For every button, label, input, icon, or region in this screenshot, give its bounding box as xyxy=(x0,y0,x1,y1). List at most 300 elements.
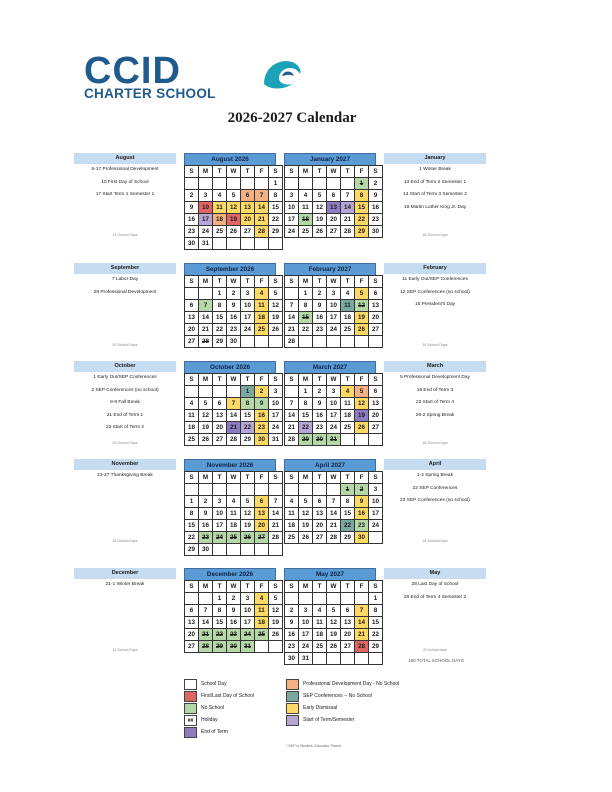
day-cell: 6 xyxy=(255,496,269,508)
week-row xyxy=(185,288,283,300)
day-cell: 25 xyxy=(213,226,227,238)
week-row xyxy=(185,422,283,434)
school-days-count: 20 School Days xyxy=(112,343,138,347)
day-cell: 4 xyxy=(341,386,355,398)
day-cell: 2 xyxy=(355,484,369,496)
day-cell: 18 xyxy=(341,312,355,324)
day-cell: 24 xyxy=(213,532,227,544)
day-cell xyxy=(269,484,283,496)
legend-swatch xyxy=(184,703,197,714)
day-cell: 27 xyxy=(185,336,199,348)
day-cell: 19 xyxy=(355,410,369,422)
weekday-header: F xyxy=(255,472,269,484)
day-cell: 13 xyxy=(341,617,355,629)
weekday-header: S xyxy=(285,166,299,178)
day-cell: 19 xyxy=(269,617,283,629)
day-cell: 18 xyxy=(255,617,269,629)
day-cell: 13 xyxy=(241,202,255,214)
day-cell: 31 xyxy=(199,238,213,250)
day-cell xyxy=(213,484,227,496)
month-calendar-header: December 2026 xyxy=(184,568,276,580)
week-row xyxy=(285,422,383,434)
day-cell: 13 xyxy=(369,300,383,312)
week-row xyxy=(185,410,283,422)
day-cell: 18 xyxy=(285,520,299,532)
day-cell: 16 xyxy=(369,202,383,214)
right-events-panel xyxy=(384,568,486,652)
day-cell: 14 xyxy=(355,617,369,629)
month-calendar-header: November 2026 xyxy=(184,459,276,471)
event-item: 6-17 Professional Development xyxy=(91,167,159,172)
day-cell: 27 xyxy=(185,641,199,653)
weekday-header: W xyxy=(227,166,241,178)
day-cell: 21 xyxy=(285,422,299,434)
week-row xyxy=(185,202,283,214)
day-cell: 19 xyxy=(313,214,327,226)
weekday-header: F xyxy=(355,374,369,386)
day-cell: 12 xyxy=(241,508,255,520)
week-row xyxy=(285,629,383,641)
left-events-panel xyxy=(74,361,176,445)
week-row xyxy=(185,226,283,238)
day-cell: 23 xyxy=(313,324,327,336)
day-cell: 13 xyxy=(185,312,199,324)
week-row xyxy=(285,190,383,202)
day-cell: 27 xyxy=(241,226,255,238)
event-item: 23-27 Thanksgiving Break xyxy=(97,473,153,478)
legend-swatch xyxy=(184,727,197,738)
school-days-count: 14 School Days xyxy=(112,648,138,652)
weekday-header: T xyxy=(341,166,355,178)
day-cell: 28 xyxy=(199,336,213,348)
day-cell: 22 xyxy=(213,324,227,336)
weekday-header: M xyxy=(299,276,313,288)
legend-swatch xyxy=(286,679,299,690)
week-row xyxy=(185,178,283,190)
day-cell: 12 xyxy=(355,300,369,312)
weekday-header: T xyxy=(213,276,227,288)
day-cell xyxy=(327,484,341,496)
day-cell xyxy=(313,336,327,348)
week-row xyxy=(185,605,283,617)
school-days-count: 18 School Days xyxy=(422,233,448,237)
day-cell: 15 xyxy=(269,202,283,214)
event-item: 2 SEP Conferences (no school) xyxy=(91,387,159,393)
day-cell: 24 xyxy=(241,629,255,641)
legend-swatch xyxy=(184,691,197,702)
day-cell: 3 xyxy=(285,190,299,202)
day-cell xyxy=(327,336,341,348)
day-cell: 24 xyxy=(299,641,313,653)
day-cell: 2 xyxy=(369,178,383,190)
day-cell: 17 xyxy=(369,508,383,520)
weekday-header: T xyxy=(241,276,255,288)
legend-swatch xyxy=(286,691,299,702)
day-cell xyxy=(355,336,369,348)
day-cell: 10 xyxy=(241,605,255,617)
weekday-header: M xyxy=(299,374,313,386)
week-row xyxy=(285,178,383,190)
day-cell xyxy=(269,336,283,348)
day-cell xyxy=(285,593,299,605)
day-cell: 3 xyxy=(327,288,341,300)
event-item: 19 End of Term 3 xyxy=(416,387,454,393)
day-cell: 6 xyxy=(327,190,341,202)
weekday-header: T xyxy=(341,276,355,288)
events-month-header: September xyxy=(74,263,176,274)
school-days-count: 18 School Days xyxy=(422,539,448,543)
day-cell: 29 xyxy=(269,226,283,238)
weekday-header: T xyxy=(313,581,327,593)
weekday-header: S xyxy=(185,472,199,484)
event-item: 22 SEP Conferences xyxy=(412,485,458,491)
week-row xyxy=(285,617,383,629)
day-cell: 29 xyxy=(185,544,199,556)
day-cell: 28 xyxy=(227,434,241,446)
weekday-header: T xyxy=(313,374,327,386)
month-calendar xyxy=(184,568,279,653)
day-cell: 19 xyxy=(199,422,213,434)
legend-label: Holiday xyxy=(201,717,218,723)
event-item: 1 Early Out/SEP Conferences xyxy=(93,375,157,380)
week-row xyxy=(185,520,283,532)
day-cell xyxy=(369,532,383,544)
day-cell: 30 xyxy=(227,641,241,653)
day-cell: 30 xyxy=(355,532,369,544)
day-cell: 1 xyxy=(213,593,227,605)
day-cell xyxy=(185,288,199,300)
day-cell: 11 xyxy=(255,300,269,312)
day-cell: 29 xyxy=(213,641,227,653)
week-row xyxy=(185,532,283,544)
day-cell: 31 xyxy=(269,434,283,446)
day-cell: 18 xyxy=(341,410,355,422)
week-row xyxy=(185,641,283,653)
day-cell: 1 xyxy=(185,496,199,508)
day-cell: 8 xyxy=(341,496,355,508)
day-cell: 6 xyxy=(241,190,255,202)
day-cell: 5 xyxy=(313,190,327,202)
day-cell: 28 xyxy=(285,336,299,348)
day-cell: 23 xyxy=(227,629,241,641)
day-cell: 26 xyxy=(269,324,283,336)
legend-label: End of Term xyxy=(201,729,228,735)
day-cell: 2 xyxy=(227,288,241,300)
weekday-header: S xyxy=(185,374,199,386)
day-cell: 24 xyxy=(241,324,255,336)
day-cell: 26 xyxy=(269,629,283,641)
day-cell: 15 xyxy=(213,617,227,629)
day-cell: 9 xyxy=(355,496,369,508)
day-cell: 26 xyxy=(199,434,213,446)
day-cell: 24 xyxy=(199,226,213,238)
day-cell: 1 xyxy=(299,386,313,398)
right-events-panel xyxy=(384,153,486,237)
week-row xyxy=(185,190,283,202)
day-cell: 25 xyxy=(299,226,313,238)
school-logo xyxy=(84,50,234,100)
day-cell: 3 xyxy=(213,496,227,508)
day-cell: 29 xyxy=(341,532,355,544)
month-calendar xyxy=(284,361,379,446)
day-cell: 13 xyxy=(313,508,327,520)
event-item: 29-2 Spring Break xyxy=(415,412,455,418)
day-cell: 3 xyxy=(327,386,341,398)
month-calendar-header: October 2026 xyxy=(184,361,276,373)
day-cell: 11 xyxy=(341,398,355,410)
day-cell: 14 xyxy=(199,312,213,324)
week-row xyxy=(185,312,283,324)
day-cell: 31 xyxy=(299,653,313,665)
events-month-header: August xyxy=(74,153,176,164)
day-cell xyxy=(355,653,369,665)
day-cell: 4 xyxy=(227,496,241,508)
weekday-header: F xyxy=(255,276,269,288)
event-item: 22 Start of Term 2 xyxy=(105,425,145,430)
legend-swatch xyxy=(286,715,299,726)
day-cell: 1 xyxy=(269,178,283,190)
month-calendar xyxy=(184,153,279,250)
day-cell: 25 xyxy=(313,641,327,653)
day-cell: 2 xyxy=(227,593,241,605)
day-cell: 19 xyxy=(269,312,283,324)
day-cell: 26 xyxy=(355,324,369,336)
weekday-header: W xyxy=(327,276,341,288)
day-cell: 14 xyxy=(341,202,355,214)
day-cell: 18 xyxy=(185,422,199,434)
event-item: 21 End of Term 1 xyxy=(106,412,144,418)
day-cell: 30 xyxy=(369,226,383,238)
day-cell: 5 xyxy=(269,593,283,605)
weekday-header: W xyxy=(227,472,241,484)
day-cell: 10 xyxy=(269,398,283,410)
day-cell: 13 xyxy=(369,398,383,410)
week-row xyxy=(285,398,383,410)
day-cell xyxy=(369,336,383,348)
day-cell: 7 xyxy=(327,496,341,508)
day-cell: 25 xyxy=(285,532,299,544)
day-cell: 10 xyxy=(299,617,313,629)
weekday-header: S xyxy=(285,581,299,593)
legend-swatch xyxy=(184,679,197,690)
weekday-header: F xyxy=(255,166,269,178)
day-cell xyxy=(227,484,241,496)
day-cell xyxy=(255,336,269,348)
day-cell: 27 xyxy=(255,532,269,544)
event-item: 18 Martin Luther King Jr. Day xyxy=(403,204,467,210)
day-cell: 11 xyxy=(185,410,199,422)
school-days-count: 16 School Days xyxy=(112,539,138,543)
day-cell: 22 xyxy=(355,214,369,226)
events-month-header: March xyxy=(384,361,486,372)
day-cell xyxy=(327,593,341,605)
day-cell: 28 xyxy=(199,641,213,653)
week-row xyxy=(185,617,283,629)
week-row xyxy=(185,496,283,508)
day-cell xyxy=(213,386,227,398)
week-row xyxy=(285,434,383,446)
day-cell xyxy=(185,593,199,605)
left-events-panel xyxy=(74,153,176,237)
day-cell: 14 xyxy=(285,312,299,324)
day-cell: 17 xyxy=(269,410,283,422)
events-month-header: May xyxy=(384,568,486,579)
day-cell: 8 xyxy=(355,190,369,202)
day-cell: 20 xyxy=(327,214,341,226)
left-events-panel xyxy=(74,568,176,652)
day-cell xyxy=(255,484,269,496)
day-cell: 10 xyxy=(285,202,299,214)
day-cell: 12 xyxy=(269,300,283,312)
day-cell: 5 xyxy=(199,398,213,410)
weekday-header: T xyxy=(313,472,327,484)
weekday-header: F xyxy=(255,581,269,593)
day-cell: 10 xyxy=(327,300,341,312)
day-cell: 16 xyxy=(255,410,269,422)
day-cell: 20 xyxy=(341,629,355,641)
day-cell xyxy=(299,484,313,496)
day-cell: 25 xyxy=(227,532,241,544)
weekday-header: T xyxy=(341,581,355,593)
day-cell: 31 xyxy=(327,434,341,446)
day-cell: 3 xyxy=(369,484,383,496)
day-cell: 26 xyxy=(313,226,327,238)
day-cell xyxy=(255,544,269,556)
day-cell xyxy=(313,178,327,190)
weekday-header: S xyxy=(369,374,383,386)
day-cell: 5 xyxy=(355,386,369,398)
day-cell: 2 xyxy=(185,190,199,202)
week-row xyxy=(285,300,383,312)
day-cell xyxy=(255,238,269,250)
legend-label: Start of Term/Semester xyxy=(303,717,355,723)
day-cell: 16 xyxy=(355,508,369,520)
day-cell xyxy=(185,484,199,496)
event-item: 17 Start Term 1 Semester 1 xyxy=(95,192,155,197)
day-cell: 8 xyxy=(369,605,383,617)
day-cell: 14 xyxy=(255,202,269,214)
day-cell: 23 xyxy=(369,214,383,226)
event-item: 21-1 Winter Break xyxy=(105,582,145,587)
week-row xyxy=(285,520,383,532)
day-cell xyxy=(369,434,383,446)
weekday-header: F xyxy=(355,166,369,178)
day-cell xyxy=(341,178,355,190)
month-calendar-header: February 2027 xyxy=(284,263,376,275)
weekday-header: S xyxy=(369,276,383,288)
weekday-header: M xyxy=(199,374,213,386)
day-cell xyxy=(199,288,213,300)
day-cell: 7 xyxy=(285,300,299,312)
weekday-header: S xyxy=(285,374,299,386)
day-cell: 21 xyxy=(227,422,241,434)
day-cell xyxy=(369,653,383,665)
day-cell: 6 xyxy=(185,605,199,617)
day-cell: 23 xyxy=(285,641,299,653)
day-cell: 5 xyxy=(327,605,341,617)
day-cell: 27 xyxy=(369,324,383,336)
day-cell: 2 xyxy=(285,605,299,617)
day-cell: 9 xyxy=(199,508,213,520)
day-cell: 23 xyxy=(227,324,241,336)
day-cell: 4 xyxy=(313,605,327,617)
day-cell: 29 xyxy=(299,434,313,446)
day-cell: 31 xyxy=(241,641,255,653)
day-cell: 24 xyxy=(285,226,299,238)
weekday-header: W xyxy=(327,374,341,386)
event-item: 12 SEP Conferences (no school) xyxy=(400,289,470,295)
day-cell: 13 xyxy=(255,508,269,520)
school-days-count: 18 School Days xyxy=(422,441,448,445)
day-cell: 10 xyxy=(199,202,213,214)
total-school-days: 180 TOTAL SCHOOL DAYS xyxy=(408,658,464,663)
week-row xyxy=(185,386,283,398)
right-events-panel xyxy=(384,361,486,445)
weekday-header: S xyxy=(269,166,283,178)
day-cell: 27 xyxy=(341,641,355,653)
week-row xyxy=(285,226,383,238)
week-row xyxy=(285,496,383,508)
events-month-header: October xyxy=(74,361,176,372)
day-cell xyxy=(227,386,241,398)
day-cell: 21 xyxy=(255,214,269,226)
day-cell: 14 xyxy=(269,508,283,520)
day-cell: 7 xyxy=(199,300,213,312)
week-row xyxy=(185,629,283,641)
day-cell: 30 xyxy=(285,653,299,665)
school-days-count: 20 school days xyxy=(423,648,447,652)
day-cell xyxy=(241,544,255,556)
event-item: 5 Professional Development Day xyxy=(400,375,470,380)
day-cell: 15 xyxy=(299,312,313,324)
day-cell: 28 xyxy=(341,226,355,238)
day-cell xyxy=(313,593,327,605)
day-cell: 6 xyxy=(185,300,199,312)
day-cell: 28 xyxy=(285,434,299,446)
day-cell: 30 xyxy=(255,434,269,446)
weekday-header: W xyxy=(327,472,341,484)
day-cell: 2 xyxy=(313,386,327,398)
day-cell: 22 xyxy=(185,532,199,544)
day-cell: 13 xyxy=(327,202,341,214)
weekday-header: F xyxy=(355,276,369,288)
event-item: 15 President's Day xyxy=(414,302,456,307)
week-row xyxy=(285,605,383,617)
month-calendar xyxy=(284,568,379,665)
day-cell xyxy=(241,484,255,496)
day-cell: 16 xyxy=(313,312,327,324)
day-cell: 19 xyxy=(355,312,369,324)
event-item: 22 Start of Term 4 xyxy=(415,400,455,405)
day-cell xyxy=(199,484,213,496)
day-cell: 28 xyxy=(255,226,269,238)
events-month-header: April xyxy=(384,459,486,470)
month-calendar xyxy=(284,153,379,238)
day-cell: 12 xyxy=(327,617,341,629)
day-cell: 25 xyxy=(255,629,269,641)
legend-label: SEP Conferences -- No School xyxy=(303,693,372,699)
day-cell xyxy=(285,178,299,190)
day-cell xyxy=(327,178,341,190)
event-item: 11 Early Out/SEP Conferences xyxy=(402,277,468,282)
week-row xyxy=(285,386,383,398)
month-calendar-header: April 2027 xyxy=(284,459,376,471)
day-cell: 7 xyxy=(285,398,299,410)
day-cell: 14 xyxy=(227,410,241,422)
week-row xyxy=(285,288,383,300)
week-row xyxy=(185,238,283,250)
day-cell: 24 xyxy=(327,324,341,336)
